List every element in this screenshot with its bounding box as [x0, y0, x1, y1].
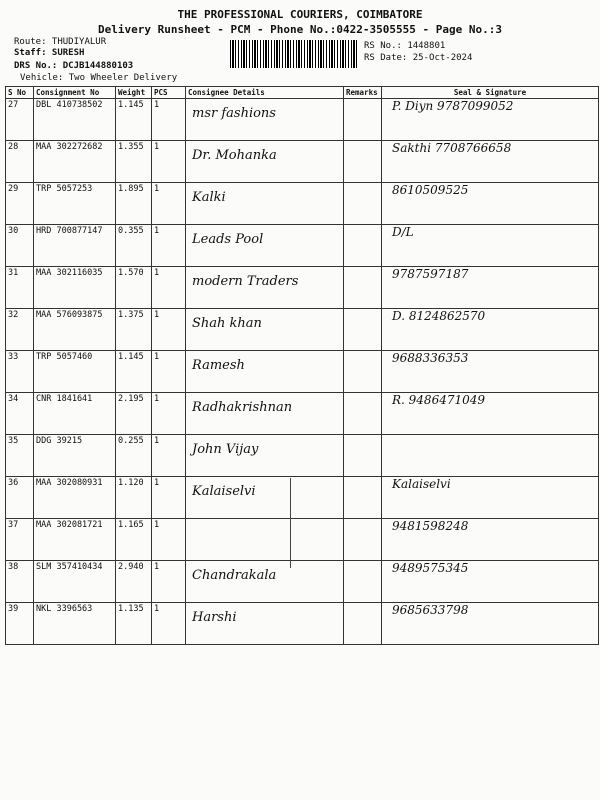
row-consignment: HRD 700877147: [34, 225, 116, 267]
row-signature-text: P. Diyn 9787099052: [392, 99, 514, 113]
row-consignee: [186, 141, 344, 183]
hand-drawn-line: [290, 478, 291, 568]
row-sno: 33: [6, 351, 34, 393]
row-weight: 1.120: [116, 477, 152, 519]
row-consignee: [186, 267, 344, 309]
table-row: [6, 309, 599, 351]
row-signature-text: 9688336353: [392, 351, 469, 365]
row-signature: [382, 183, 599, 225]
row-consignee-text: Leads Pool: [192, 232, 264, 247]
row-signature-text: 9489575345: [392, 561, 469, 575]
row-signature: [382, 225, 599, 267]
col-remarks: Remarks: [344, 87, 382, 99]
row-remarks: [344, 351, 382, 393]
row-signature-text: R. 9486471049: [392, 393, 486, 407]
col-sno: S No: [6, 87, 34, 99]
row-pcs: 1: [152, 477, 186, 519]
row-consignment: NKL 3396563: [34, 603, 116, 645]
row-consignee: [186, 183, 344, 225]
row-weight: 1.145: [116, 99, 152, 141]
row-weight: 1.375: [116, 309, 152, 351]
row-remarks: [344, 225, 382, 267]
row-consignee-text: Dr. Mohanka: [192, 148, 277, 163]
table-row: [6, 225, 599, 267]
row-weight: 1.895: [116, 183, 152, 225]
row-consignee: [186, 225, 344, 267]
row-consignee: [186, 99, 344, 141]
row-consignee-text: Radhakrishnan: [192, 400, 293, 415]
row-consignee: [186, 561, 344, 603]
row-signature: [382, 141, 599, 183]
row-consignee-text: Shah khan: [192, 316, 262, 331]
row-consignee: [186, 519, 344, 561]
row-signature: [382, 435, 599, 477]
row-pcs: 1: [152, 351, 186, 393]
row-signature: [382, 477, 599, 519]
row-consignee-text: [188, 520, 341, 526]
row-pcs: 1: [152, 435, 186, 477]
rs-number: RS No.: 1448801: [364, 41, 446, 51]
col-weight: Weight: [116, 87, 152, 99]
row-pcs: 1: [152, 561, 186, 603]
row-pcs: 1: [152, 519, 186, 561]
row-remarks: [344, 519, 382, 561]
table-row: [6, 351, 599, 393]
row-sno: 37: [6, 519, 34, 561]
row-consignment: DBL 410738502: [34, 99, 116, 141]
table-row: [6, 435, 599, 477]
table-row: [6, 603, 599, 645]
row-remarks: [344, 435, 382, 477]
row-pcs: 1: [152, 393, 186, 435]
route-label: Route: THUDIYALUR: [14, 37, 107, 47]
staff-label: Staff: SURESH: [14, 48, 85, 58]
row-signature-text: 9685633798: [392, 603, 469, 617]
row-signature-text: D. 8124862570: [392, 309, 486, 323]
row-sno: 35: [6, 435, 34, 477]
table-header-row: [6, 87, 599, 99]
row-remarks: [344, 603, 382, 645]
row-weight: 2.195: [116, 393, 152, 435]
col-signature: Seal & Signature: [382, 87, 599, 99]
row-consignee-text: Ramesh: [192, 358, 245, 373]
row-consignment: MAA 302081721: [34, 519, 116, 561]
row-consignment: DDG 39215: [34, 435, 116, 477]
row-consignee-text: Harshi: [192, 610, 237, 625]
row-pcs: 1: [152, 603, 186, 645]
col-pcs: PCS: [152, 87, 186, 99]
row-sno: 38: [6, 561, 34, 603]
row-consignment: MAA 576093875: [34, 309, 116, 351]
row-signature-text: 8610509525: [392, 183, 469, 197]
row-consignee-text: Kalki: [192, 190, 226, 205]
col-consignment: Consignment No: [34, 87, 116, 99]
table-row: [6, 99, 599, 141]
row-signature: [382, 267, 599, 309]
row-sno: 28: [6, 141, 34, 183]
col-consignee: Consignee Details: [186, 87, 344, 99]
rs-date: RS Date: 25-Oct-2024: [364, 53, 473, 63]
table-row: [6, 141, 599, 183]
row-pcs: 1: [152, 309, 186, 351]
row-remarks: [344, 561, 382, 603]
row-sno: 32: [6, 309, 34, 351]
vehicle-label: Vehicle: Two Wheeler Delivery: [20, 73, 178, 83]
row-weight: 0.355: [116, 225, 152, 267]
row-consignee-text: msr fashions: [192, 106, 276, 121]
row-pcs: 1: [152, 183, 186, 225]
row-consignee: [186, 351, 344, 393]
row-consignment: MAA 302080931: [34, 477, 116, 519]
row-consignee: [186, 477, 344, 519]
row-remarks: [344, 141, 382, 183]
row-signature: [382, 561, 599, 603]
row-pcs: 1: [152, 267, 186, 309]
row-weight: 1.355: [116, 141, 152, 183]
row-remarks: [344, 309, 382, 351]
row-sno: 31: [6, 267, 34, 309]
row-weight: 1.570: [116, 267, 152, 309]
row-consignment: SLM 357410434: [34, 561, 116, 603]
row-signature: [382, 99, 599, 141]
barcode: [230, 40, 358, 68]
row-signature: [382, 393, 599, 435]
table-row: [6, 183, 599, 225]
row-consignee: [186, 309, 344, 351]
row-consignee-text: John Vijay: [192, 442, 259, 457]
row-weight: 1.135: [116, 603, 152, 645]
row-signature-text: 9787597187: [392, 267, 469, 281]
row-consignee: [186, 393, 344, 435]
row-remarks: [344, 477, 382, 519]
row-sno: 39: [6, 603, 34, 645]
row-signature-text: Sakthi 7708766658: [392, 141, 512, 155]
row-weight: 0.255: [116, 435, 152, 477]
table-row: [6, 561, 599, 603]
row-sno: 34: [6, 393, 34, 435]
row-consignee-text: Kalaiselvi: [192, 484, 256, 499]
company-title: THE PROFESSIONAL COURIERS, COIMBATORE: [177, 8, 423, 21]
table-row: [6, 519, 599, 561]
row-consignment: MAA 302272682: [34, 141, 116, 183]
row-weight: 1.145: [116, 351, 152, 393]
table-row: [6, 393, 599, 435]
row-consignee: [186, 435, 344, 477]
runsheet-table: [5, 86, 599, 645]
row-consignment: CNR 1841641: [34, 393, 116, 435]
row-signature: [382, 309, 599, 351]
row-remarks: [344, 183, 382, 225]
row-consignee-text: modern Traders: [192, 274, 299, 289]
row-remarks: [344, 99, 382, 141]
table-row: [6, 267, 599, 309]
row-sno: 27: [6, 99, 34, 141]
row-consignee: [186, 603, 344, 645]
row-sno: 30: [6, 225, 34, 267]
row-consignment: TRP 5057460: [34, 351, 116, 393]
row-consignment: TRP 5057253: [34, 183, 116, 225]
row-weight: 1.165: [116, 519, 152, 561]
row-signature-text: Kalaiselvi: [392, 477, 451, 491]
row-sno: 36: [6, 477, 34, 519]
row-remarks: [344, 393, 382, 435]
row-pcs: 1: [152, 141, 186, 183]
row-signature: [382, 519, 599, 561]
row-signature-text: D/L: [392, 225, 414, 239]
row-weight: 2.940: [116, 561, 152, 603]
row-sno: 29: [6, 183, 34, 225]
row-pcs: 1: [152, 99, 186, 141]
runsheet-title: Delivery Runsheet - PCM - Phone No.:0422-3505555 - Page No.:3: [98, 23, 502, 36]
row-pcs: 1: [152, 225, 186, 267]
table-row: [6, 477, 599, 519]
row-signature: [382, 603, 599, 645]
row-remarks: [344, 267, 382, 309]
row-consignment: MAA 302116035: [34, 267, 116, 309]
row-signature: [382, 351, 599, 393]
row-signature-text: 9481598248: [392, 519, 469, 533]
drs-number: DRS No.: DCJB144880103: [14, 61, 134, 71]
row-consignee-text: Chandrakala: [192, 568, 277, 583]
